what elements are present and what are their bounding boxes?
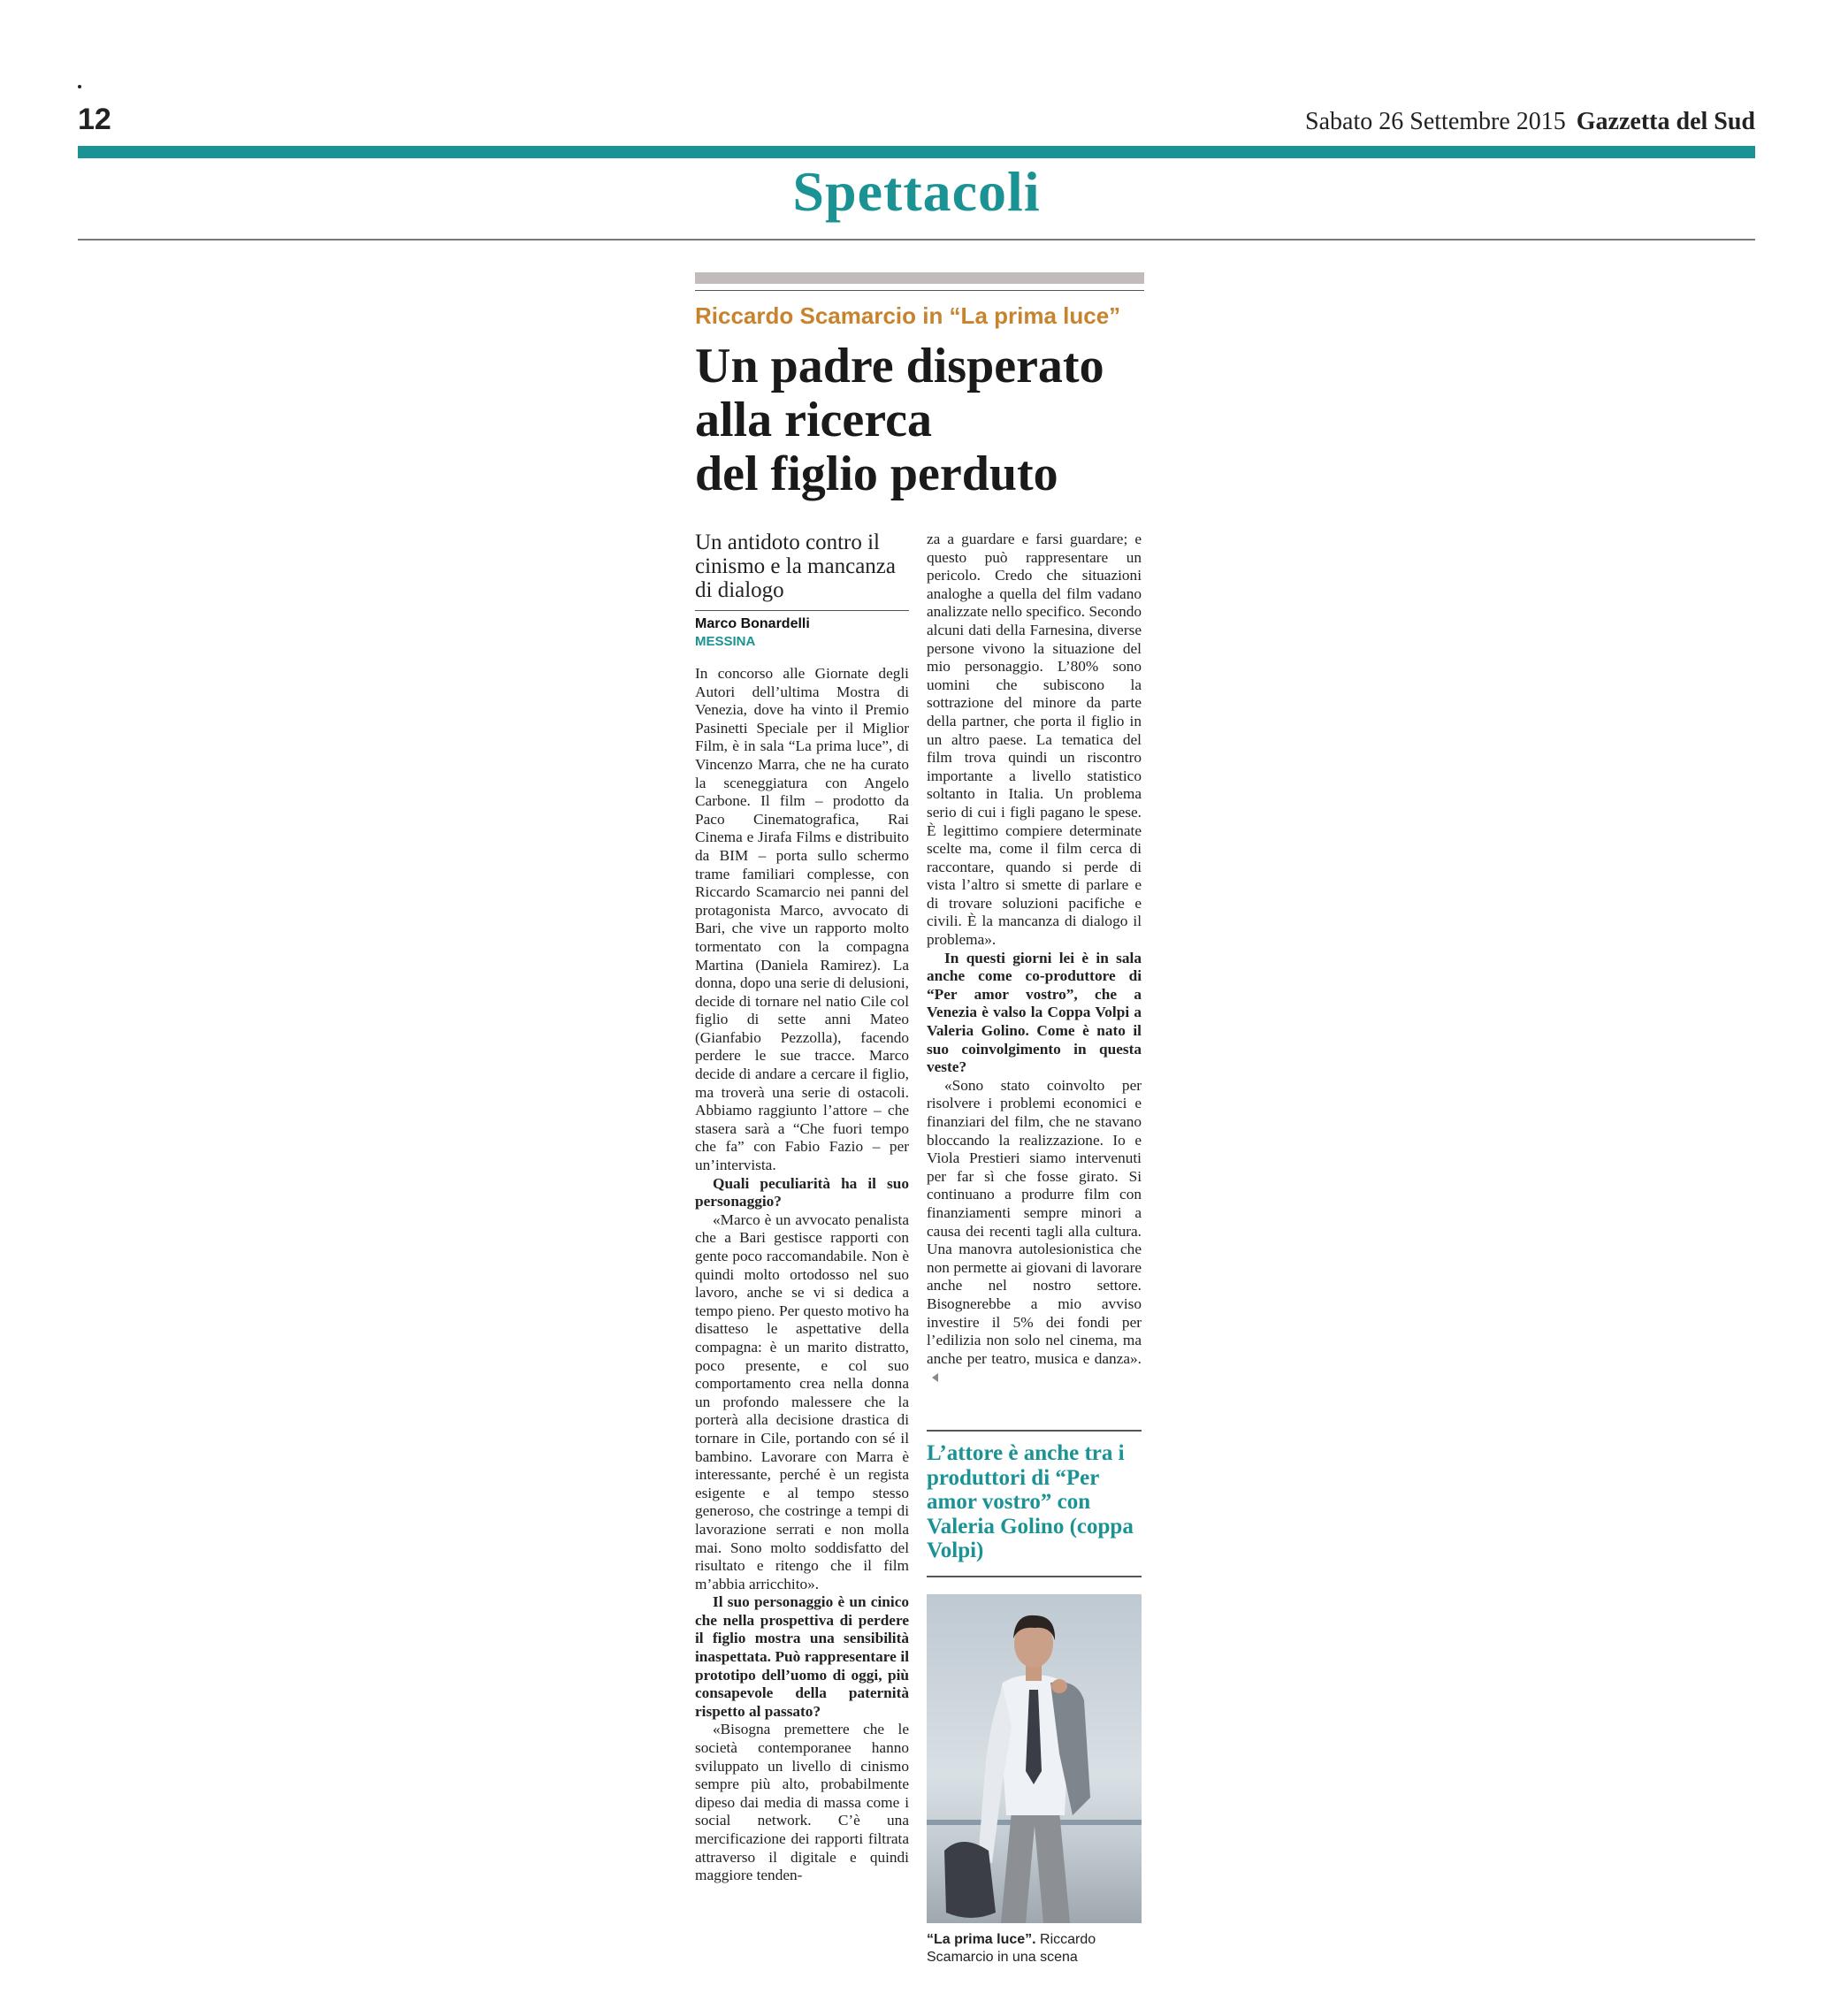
article-kicker: Riccardo Scamarcio in “La prima luce”: [695, 302, 1121, 329]
interview-question: Quali peculiarità ha il suo personaggio?: [695, 1174, 909, 1210]
publication-name: Gazzetta del Sud: [1576, 108, 1755, 135]
header-accent-bar: [78, 146, 1755, 158]
caption-title: “La prima luce”.: [927, 1932, 1036, 1947]
article-column-left: [695, 665, 909, 1885]
article-top-band: [695, 272, 1144, 284]
article-column-right: [927, 531, 1142, 1386]
article-paragraph: In concorso alle Giornate degli Autori dell’ultima Mostra di Venezia, dove ha vinto il Premio Pasinetti Speciale per il Miglior Film, è in sala “La prima luce”, di Vincenzo Marra, che ne ha curato la sceneggiatura con Angelo Carbone. Il film – prodotto da Paco Cinematografica, Rai Cinema e Jirafa Films e distribuito da BIM – porta sullo schermo trame familiari complesse, con Riccardo Scamarcio nei panni del protagonista Marco, avvocato di Bari, che vive un rapporto molto tormentato con la compagna Martina (Daniela Ramirez). La donna, dopo una serie di delusioni, decide di tornare nel natio Cile col figlio di sette anni Mateo (Gianfabio Pezzolla), facendo perdere le sue tracce. Marco decide di andare a cercare il figlio, ma troverà una serie di ostacoli. Abbiamo raggiunto l’attore – che stasera sarà a “Che fuori tempo che fa” con Fabio Fazio – per un’intervista.: [695, 665, 909, 1174]
page-number: 12: [78, 103, 111, 136]
article-paragraph: «Marco è un avvocato penalista che a Bari gestisce rapporti con gente poco raccomandabile. Non è quindi molto ortodosso nel suo lavoro, anche se vi si dedica a tempo pieno. Per questo motivo ha disatteso le aspettative della compagna: è un marito distratto, poco presente, e col suo comportamento crea nella donna un profondo malessere che la porterà alla decisione drastica di tornare in Cile, portando con sé il bambino. Lavorare con Marra è interessante, perché è un regista esigente e al tempo stesso generoso, che costringe a tempi di lavorazione serrati e non molla mai. Sono molto soddisfatto del risultato e ritengo che il film m’abbia arricchito».: [695, 1210, 909, 1592]
actor-photo-illustration: [927, 1594, 1142, 1923]
headline-line: del figlio perduto: [695, 447, 1058, 501]
print-dot: [78, 85, 81, 88]
article-top-rule: [695, 290, 1144, 291]
page-header-info: [1305, 108, 1755, 136]
section-divider: [78, 239, 1755, 241]
article-author: Marco Bonardelli: [695, 616, 810, 631]
article-paragraph-text: «Sono stato coinvolto per risolvere i problemi economici e finanziari del film, che ne stavano bloccando la realizzazione. Io e Viola Prestieri siamo intervenuti per far sì che fosse girato. Si continuano a produrre film con finanziamenti sempre minori a causa dei recenti tagli alla cultura. Una manovra autolesionistica che non permette ai giovani di lavorare anche nel nostro settore. Bisognerebbe a mio avviso investire il 5% dei fondi per l’edilizia non solo nel cinema, ma anche per teatro, musica e danza».: [927, 1076, 1142, 1367]
interview-question: In questi giorni lei è in sala anche come co-produttore di “Per amor vostro”, che a Venezia è valso la Coppa Volpi a Valeria Golino. Come è nato il suo coinvolgimento in questa veste?: [927, 949, 1142, 1076]
article-paragraph: [927, 1077, 1142, 1386]
end-of-article-icon: [932, 1373, 938, 1382]
pullquote-rule-top: [927, 1430, 1142, 1432]
interview-question: Il suo personaggio è un cinico che nella prospettiva di perdere il figlio mostra una sensibilità inaspettata. Può rappresentare il prototipo dell’uomo di oggi, più consapevole della paternità rispetto al passato?: [695, 1593, 909, 1720]
subhead-rule: [695, 610, 909, 611]
article-headline: [695, 340, 1155, 501]
article-paragraph: «Bisogna premettere che le società contemporanee hanno sviluppato un livello di cinismo sempre più alto, probabilmente dipeso dai media di massa come i social network. C’è una mercificazione dei rapporti filtrata attraverso il digitale e quindi maggiore tenden-: [695, 1721, 909, 1884]
photo-caption: [927, 1931, 1148, 1966]
pullquote-rule-bottom: [927, 1576, 1142, 1577]
article-location: MESSINA: [695, 634, 756, 649]
issue-date: Sabato 26 Settembre 2015: [1305, 108, 1566, 135]
section-title: Spettacoli: [792, 160, 1041, 223]
article-subhead: Un antidoto contro il cinismo e la mancanza di dialogo: [695, 531, 896, 602]
headline-line: Un padre disperato: [695, 339, 1104, 393]
article-paragraph: za a guardare e farsi guardare; e questo può rappresentare un pericolo. Credo che situazioni analoghe a quella del film vadano analizzate nello specifico. Secondo alcuni dati della Farnesina, diverse persone vivono la situazione del mio personaggio. L’80% sono uomini che subiscono la sottrazione del minore da parte della partner, che porta il figlio in un altro paese. La tematica del film trova quindi un riscontro importante a livello statistico soltanto in Italia. Un problema serio di cui i figli pagano le spese. È legittimo compiere determinate scelte ma, come il film cerca di raccontare, quando si perde di vista l’altro si smette di parlare e di trovare soluzioni pacifiche e civili. È la mancanza di dialogo il problema».: [927, 531, 1142, 949]
headline-line: alla ricerca: [695, 393, 932, 447]
pullquote: L’attore è anche tra i produttori di “Per amor vostro” con Valeria Golino (coppa Volpi): [927, 1441, 1134, 1562]
article-photo: [927, 1594, 1142, 1923]
caption-text: Riccardo Scamarcio in una scena: [927, 1932, 1096, 1965]
